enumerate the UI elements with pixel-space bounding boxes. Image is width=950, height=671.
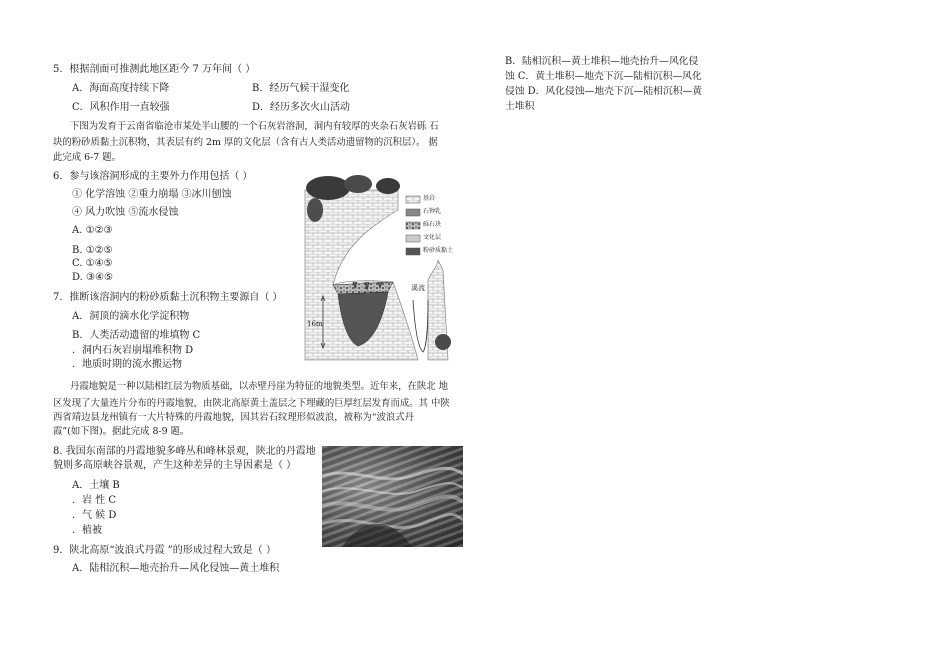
q8-stem-line1: 8. 我国东南部的丹霞地貌多峰丛和峰林景观，陕北的丹霞地 [53,446,316,457]
q8-option-a: A．土壤 B [72,480,120,491]
q5-option-d: D．经历多次火山活动 [252,102,351,113]
label-stream: 溪流 [411,284,425,292]
intro-89-line1: 丹霞地貌是一种以陆相红层为物质基础，以赤壁丹崖为特征的地貌类型。近年来，在陕北 地 [70,381,448,392]
q8-stem-line2: 貌则多高原峡谷景观，产生这种差异的主导因素是（ ） [53,460,297,471]
q6-options-row2: ④ 风力吹蚀 ⑤流水侵蚀 [72,207,179,218]
q6-option-a: A. ①②③ [72,225,113,236]
q6-option-c: C. ①④⑤ [72,258,113,269]
intro-67-line3: 此完成 6-7 题。 [53,152,121,163]
intro-67-line1: 下图为发育于云南省临沧市某处半山腰的一个石灰岩溶洞，洞内有较厚的夹杂石灰岩砾 石 [70,121,439,132]
wave-danxia-photo [322,446,463,547]
intro-89-line4: 霞”(如下图)。据此完成 8-9 题。 [53,426,190,437]
q7-option-b: B．人类活动遗留的堆填物 C [72,330,201,341]
q5-stem: 5．根据剖面可推测此地区距今 7 万年间（ ） [53,64,256,75]
legend-silty-clay: 粉砂质黏土 [423,247,454,254]
cave-cross-section-figure [303,170,473,366]
q8-option-b: ．岩 性 C [72,495,117,506]
legend-stalactite: 石钟乳 [423,208,442,215]
q7-stem: 7．推断该溶洞内的粉砂质黏土沉积物主要源自（ ） [53,292,283,303]
intro-89-line2: 区发现了大量连片分布的丹霞地貌，由陕北高原黄土盖层之下埋藏的巨厚红层发育而成。其 中陕 [53,398,450,409]
right-line1: B．陆相沉积—黄土堆积—地壳抬升—风化侵 [505,56,699,67]
q6-option-d: D. ③④⑤ [72,272,113,283]
q6-option-b: B. ①②⑤ [72,245,113,256]
intro-89-line3: 西省靖边县龙州镇有一大片特殊的丹霞地貌，因其岩石纹理形似波浪，被称为“波浪式丹 [53,412,415,423]
q5-option-c: C．风积作用一直较强 [72,102,170,113]
q9-option-a: A．陆相沉积—地壳抬升—风化侵蚀—黄土堆积 [72,563,280,574]
label-depth: 16m [307,320,323,328]
q5-option-a: A．海面高度持续下降 [72,83,170,94]
q9-stem: 9．陕北高原“波浪式丹霞 ”的形成过程大致是（ ） [53,545,276,556]
q7-option-d: ．地质时期的流水搬运物 [72,359,182,370]
q7-option-c: ．洞内石灰岩崩塌堆积物 D [72,345,194,356]
q5-option-b: B．经历气候干湿变化 [252,83,350,94]
q8-option-d: ．植被 [72,525,102,536]
legend-bedrock: 基岩 [423,195,436,202]
right-line3: 侵蚀 D．风化侵蚀—地壳下沉—陆相沉积—黄 [505,86,703,97]
right-line4: 土堆积 [505,101,535,112]
legend-gravel: 砾石块 [423,221,442,228]
q6-stem: 6．参与该溶洞形成的主要外力作用包括（ ） [53,171,253,182]
q7-option-a: A．洞顶的滴水化学淀积物 [72,311,190,322]
q6-options-row1: ① 化学溶蚀 ②重力崩塌 ③冰川刨蚀 [72,189,232,200]
right-line2: 蚀 C．黄土堆积—地壳下沉—陆相沉积—风化 [505,71,702,82]
q8-option-c: ．气 候 D [72,510,117,521]
q9-options-continued [505,54,715,114]
legend-culture-layer: 文化层 [423,234,442,241]
intro-67-line2: 块的粉砂质黏土沉积物，其表层有约 2m 厚的文化层（含有古人类活动遗留物的沉积层）。 据 [53,137,438,148]
